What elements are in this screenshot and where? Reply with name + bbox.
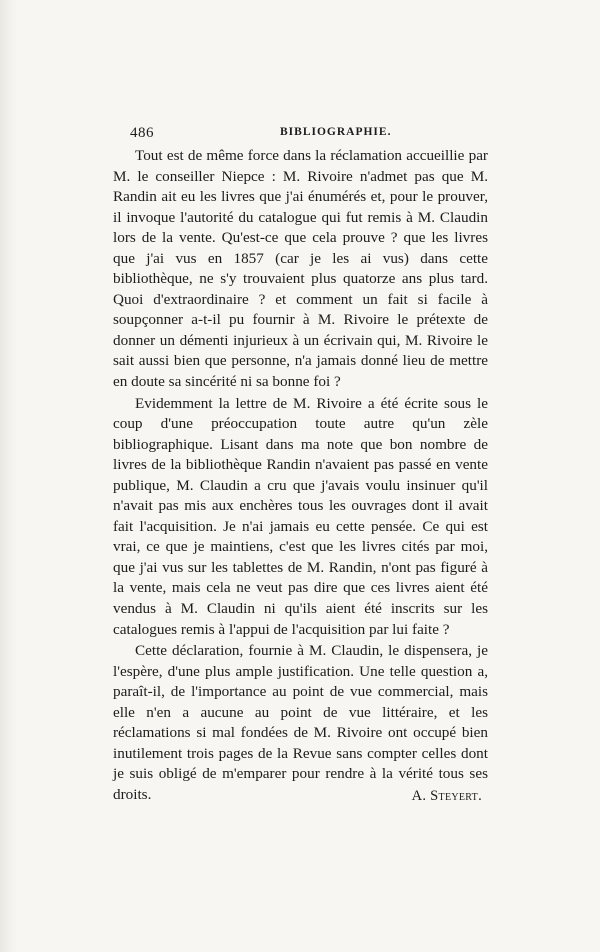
signature-line: [113, 786, 488, 807]
running-title: BIBLIOGRAPHIE.: [280, 126, 392, 138]
paragraph-1: Tout est de même force dans la réclamation accueillie par M. le conseiller Niepce : M. Rivoire n'admet pas que M. Randin ait eu les livres que j'ai énumérés et, pour le prouver, il invoque l'autorité du catalogue qui fut remis à M. Claudin lors de la vente. Qu'est-ce que cela prouve ? que les livres que j'ai vus en 1857 (car je les ai vus) dans cette bibliothèque, ne s'y trouvaient plus quatorze ans plus tard. Quoi d'extraordinaire ? et comment un fait si facile à soupçonner a-t-il pu fournir à M. Rivoire le prétexte de donner un démenti injurieux à un écrivain qui, M. Rivoire le sait aussi bien que personne, n'a jamais donné lieu de mettre en doute sa sincérité ni sa bonne foi ?: [113, 147, 488, 391]
running-head: [130, 125, 480, 147]
author-signature: A. Steyert.: [411, 787, 482, 804]
body-text: [113, 146, 488, 807]
page-number: 486: [130, 125, 154, 141]
page-edge: [0, 0, 18, 952]
paragraph-2: Evidemment la lettre de M. Rivoire a été écrite sous le coup d'une préoccupation toute autre qu'un zèle bibliographique. Lisant dans ma note que bon nombre de livres de la bibliothèque Randin n'avaient pas passé en vente publique, M. Claudin a cru que j'avais voulu insinuer qu'il n'avait pas mis aux enchères tous les ouvrages dont il avait fait l'acquisition. Je n'ai jamais eu cette pensée. Ce qui est vrai, ce que je maintiens, c'est que les livres cités par moi, que j'ai vus sur les tablettes de M. Randin, n'ont pas figuré à la vente, mais cela ne veut pas dire que ces livres aient été vendus à M. Claudin ni qu'ils aient été inscrits sur les catalogues remis à l'appui de l'acquisition par lui faite ?: [113, 394, 488, 638]
paragraph-3: Cette déclaration, fournie à M. Claudin, le dispensera, je l'espère, d'une plus ample justification. Une telle question a, paraît-il, de l'importance au point de vue commercial, mais elle n'en a aucune au point de vue littéraire, et les réclamations si mal fondées de M. Rivoire ont occupé bien inutilement trois pages de la Revue sans compter celles dont je suis obligé de m'emparer pour rendre à la vérité tous ses droits.: [113, 642, 488, 803]
